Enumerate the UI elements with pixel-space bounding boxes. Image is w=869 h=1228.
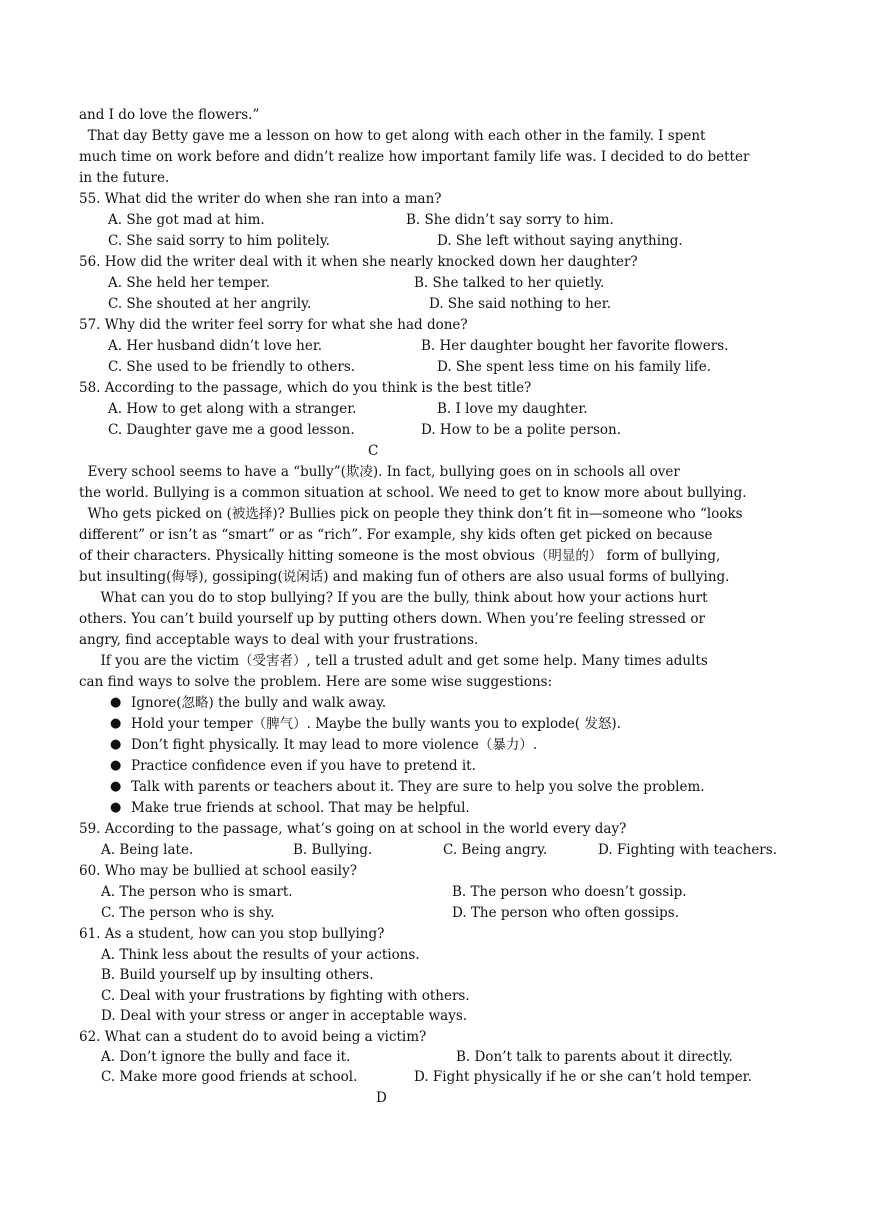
question-stem: 56. How did the writer deal with it when she nearly knocked down her daughter?: [79, 254, 638, 270]
option-a[interactable]: A. Think less about the results of your actions.: [101, 947, 420, 963]
option-d[interactable]: D. The person who often gossips.: [452, 905, 680, 921]
option-b[interactable]: B. Bullying.: [293, 842, 373, 858]
question-stem: 55. What did the writer do when she ran into a man?: [79, 191, 442, 207]
option-c[interactable]: C. Make more good friends at school.: [101, 1069, 358, 1085]
option-d[interactable]: D. She left without saying anything.: [437, 233, 683, 249]
option-b[interactable]: B. Don’t talk to parents about it directly.: [456, 1049, 733, 1065]
question-stem: 57. Why did the writer feel sorry for what she had done?: [79, 317, 468, 333]
bullet-icon: ●: [110, 716, 122, 731]
bullet-icon: ●: [110, 737, 122, 752]
option-c[interactable]: C. The person who is shy.: [101, 905, 275, 921]
option-b[interactable]: B. Build yourself up by insulting others.: [101, 967, 374, 983]
suggestion-item: Practice confidence even if you have to pretend it.: [131, 758, 476, 774]
question-stem: 59. According to the passage, what’s going on at school in the world every day?: [79, 821, 627, 837]
section-letter: C: [368, 443, 379, 459]
option-c[interactable]: C. She said sorry to him politely.: [108, 233, 330, 249]
option-c[interactable]: C. Being angry.: [443, 842, 548, 858]
option-c[interactable]: C. Daughter gave me a good lesson.: [108, 422, 355, 438]
section-letter: D: [376, 1090, 387, 1106]
option-a[interactable]: A. The person who is smart.: [101, 884, 293, 900]
suggestion-item: Ignore(忽略) the bully and walk away.: [131, 695, 387, 711]
option-d[interactable]: D. She spent less time on his family life.: [437, 359, 712, 375]
question-stem: 61. As a student, how can you stop bullying?: [79, 926, 385, 942]
passage-c-line: If you are the victim（受害者）, tell a trusted adult and get some help. Many times adults: [79, 653, 708, 669]
option-b[interactable]: B. She didn’t say sorry to him.: [406, 212, 614, 228]
passage-b-line: and I do love the flowers.”: [79, 107, 260, 123]
bullet-icon: ●: [110, 800, 122, 815]
passage-c-line: others. You can’t build yourself up by putting others down. When you’re feeling stressed or: [79, 611, 705, 627]
passage-c-line: of their characters. Physically hitting someone is the most obvious（明显的） form of bullying,: [79, 548, 721, 564]
suggestion-item: Don’t fight physically. It may lead to more violence（暴力）.: [131, 737, 538, 753]
passage-b-line: much time on work before and didn’t realize how important family life was. I decided to do better: [79, 149, 750, 165]
option-a[interactable]: A. Her husband didn’t love her.: [108, 338, 323, 354]
passage-b-line: That day Betty gave me a lesson on how to get along with each other in the family. I spent: [79, 128, 706, 144]
passage-b-line: in the future.: [79, 170, 170, 186]
option-d[interactable]: D. Fight physically if he or she can’t hold temper.: [414, 1069, 752, 1085]
question-stem: 58. According to the passage, which do you think is the best title?: [79, 380, 532, 396]
option-b[interactable]: B. The person who doesn’t gossip.: [452, 884, 687, 900]
suggestion-item: Make true friends at school. That may be helpful.: [131, 800, 470, 816]
passage-c-line: What can you do to stop bullying? If you are the bully, think about how your actions hurt: [79, 590, 708, 606]
bullet-icon: ●: [110, 779, 122, 794]
passage-c-line: can find ways to solve the problem. Here are some wise suggestions:: [79, 674, 553, 690]
option-b[interactable]: B. I love my daughter.: [437, 401, 588, 417]
option-a[interactable]: A. She got mad at him.: [108, 212, 265, 228]
passage-c-line: but insulting(侮辱), gossiping(说闲话) and making fun of others are also usual forms of bullying.: [79, 569, 730, 585]
passage-c-line: the world. Bullying is a common situation at school. We need to get to know more about bullying.: [79, 485, 747, 501]
option-c[interactable]: C. She shouted at her angrily.: [108, 296, 312, 312]
bullet-icon: ●: [110, 758, 122, 773]
option-c[interactable]: C. She used to be friendly to others.: [108, 359, 356, 375]
question-stem: 62. What can a student do to avoid being a victim?: [79, 1029, 427, 1045]
option-d[interactable]: D. Fighting with teachers.: [598, 842, 777, 858]
question-stem: 60. Who may be bullied at school easily?: [79, 863, 357, 879]
passage-c-line: Who gets picked on (被选择)? Bullies pick on people they think don’t fit in—someone who “looks: [79, 506, 743, 522]
option-a[interactable]: A. Being late.: [101, 842, 194, 858]
option-d[interactable]: D. Deal with your stress or anger in acceptable ways.: [101, 1008, 468, 1024]
suggestion-item: Hold your temper（脾气）. Maybe the bully wants you to explode( 发怒).: [131, 716, 621, 732]
passage-c-line: Every school seems to have a “bully”(欺凌). In fact, bullying goes on in schools all over: [79, 464, 680, 480]
bullet-icon: ●: [110, 695, 122, 710]
option-c[interactable]: C. Deal with your frustrations by fighting with others.: [101, 988, 470, 1004]
option-d[interactable]: D. How to be a polite person.: [421, 422, 622, 438]
option-d[interactable]: D. She said nothing to her.: [429, 296, 612, 312]
option-a[interactable]: A. Don’t ignore the bully and face it.: [101, 1049, 351, 1065]
suggestion-item: Talk with parents or teachers about it. They are sure to help you solve the problem.: [131, 779, 705, 795]
passage-c-line: angry, find acceptable ways to deal with your frustrations.: [79, 632, 479, 648]
option-a[interactable]: A. How to get along with a stranger.: [108, 401, 357, 417]
option-a[interactable]: A. She held her temper.: [108, 275, 271, 291]
passage-c-line: different” or isn’t as “smart” or as “rich”. For example, shy kids often get picked on because: [79, 527, 713, 543]
option-b[interactable]: B. Her daughter bought her favorite flowers.: [421, 338, 729, 354]
option-b[interactable]: B. She talked to her quietly.: [414, 275, 605, 291]
